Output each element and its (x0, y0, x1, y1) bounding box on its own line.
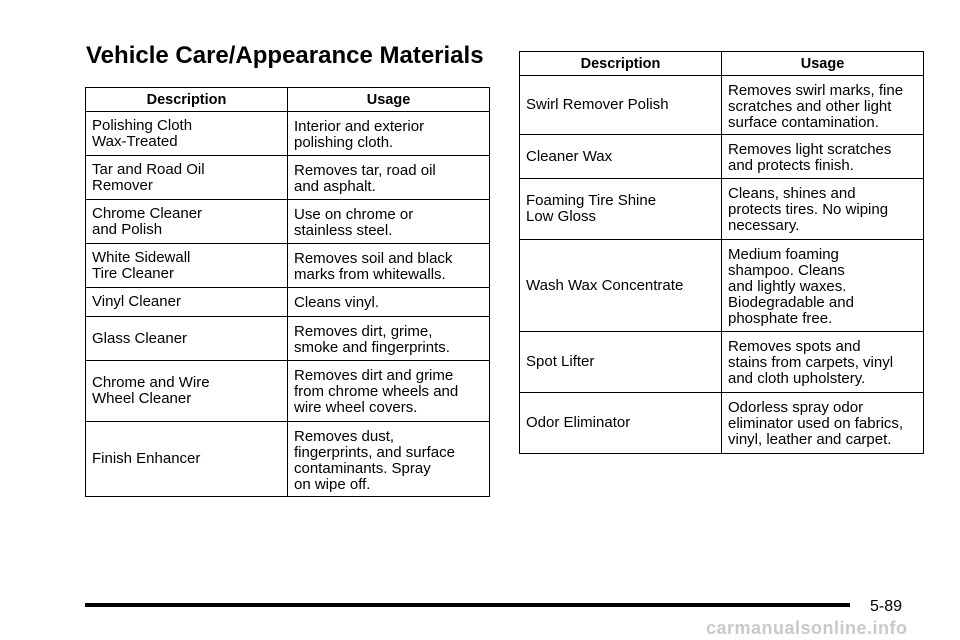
description-text: Polishing Cloth Wax-Treated (92, 116, 193, 150)
description-text: Spot Lifter (526, 353, 595, 370)
description-cell (520, 179, 722, 240)
usage-cell (722, 240, 924, 332)
usage-text: Medium foaming shampoo. Cleans and lightly waxes. Biodegradable and phosphate free. (728, 246, 854, 327)
table-row (520, 393, 924, 454)
table-header-row (520, 52, 924, 76)
usage-text: Removes spots and stains from carpets, vinyl and cloth upholstery. (728, 338, 894, 387)
usage-cell (722, 332, 924, 393)
description-cell (520, 240, 722, 332)
description-text: Wash Wax Concentrate (526, 276, 684, 294)
usage-text: Removes soil and black marks from whitewalls. (294, 250, 453, 283)
usage-cell (288, 200, 490, 244)
description-cell (86, 288, 288, 317)
page-title: Vehicle Care/Appearance Materials (86, 42, 484, 69)
description-cell (86, 361, 288, 422)
column-header-usage: Usage (722, 52, 924, 76)
table-row (86, 422, 490, 497)
description-text: Foaming Tire Shine Low Gloss (526, 192, 657, 225)
usage-text: Removes dirt, grime, smoke and fingerprints. (294, 323, 450, 356)
table-row (86, 317, 490, 361)
description-cell (86, 112, 288, 156)
usage-cell (288, 361, 490, 422)
table-row (86, 112, 490, 156)
table-row (86, 200, 490, 244)
usage-text: Interior and exterior polishing cloth. (294, 118, 425, 151)
usage-cell (288, 317, 490, 361)
table-row (520, 240, 924, 332)
description-text: Finish Enhancer (92, 450, 201, 467)
usage-cell (288, 422, 490, 497)
table-row (86, 288, 490, 317)
description-cell (86, 156, 288, 200)
description-cell (86, 422, 288, 497)
description-text: Swirl Remover Polish (526, 96, 669, 113)
description-text: White Sidewall Tire Cleaner (92, 248, 191, 282)
usage-cell (288, 244, 490, 288)
usage-text: Cleans, shines and protects tires. No wiping necessary. (728, 185, 889, 234)
column-header-usage: Usage (288, 88, 490, 112)
usage-text: Removes dust, fingerprints, and surface contaminants. Spray on wipe off. (294, 428, 455, 493)
usage-text: Cleans vinyl. (294, 294, 380, 311)
table-row (520, 76, 924, 135)
footer-divider (85, 603, 850, 607)
table-row (86, 361, 490, 422)
column-header-description: Description (86, 88, 288, 112)
usage-cell (722, 135, 924, 179)
table-row (520, 135, 924, 179)
description-text: Vinyl Cleaner (92, 293, 181, 310)
table-row (520, 179, 924, 240)
description-text: Tar and Road Oil Remover (92, 160, 205, 194)
description-cell (86, 317, 288, 361)
usage-cell (722, 76, 924, 135)
description-text: Odor Eliminator (526, 414, 631, 431)
description-text: Cleaner Wax (526, 147, 613, 165)
usage-cell (722, 393, 924, 454)
table-header-row (86, 88, 490, 112)
usage-text: Odorless spray odor eliminator used on fabrics, vinyl, leather and carpet. (728, 399, 904, 448)
description-cell (520, 332, 722, 393)
table-row (86, 244, 490, 288)
table-row (86, 156, 490, 200)
description-text: Chrome Cleaner and Polish (92, 204, 203, 238)
usage-cell (288, 288, 490, 317)
usage-cell (288, 112, 490, 156)
description-cell (86, 244, 288, 288)
care-materials-table-left (85, 87, 490, 497)
watermark-text: carmanualsonline.info (706, 618, 908, 638)
description-cell (86, 200, 288, 244)
description-text: Chrome and Wire Wheel Cleaner (92, 374, 210, 407)
usage-text: Use on chrome or stainless steel. (294, 206, 414, 239)
description-cell (520, 76, 722, 135)
usage-text: Removes tar, road oil and asphalt. (294, 162, 436, 195)
column-header-description: Description (520, 52, 722, 76)
usage-text: Removes swirl marks, fine scratches and other light surface contamination. (728, 82, 904, 131)
usage-cell (722, 179, 924, 240)
table-row (520, 332, 924, 393)
usage-cell (288, 156, 490, 200)
description-text: Glass Cleaner (92, 329, 188, 347)
description-cell (520, 393, 722, 454)
usage-text: Removes light scratches and protects finish. (728, 141, 892, 174)
page-number: 5-89 (870, 598, 903, 615)
care-materials-table-right (519, 51, 924, 454)
usage-text: Removes dirt and grime from chrome wheels and wire wheel covers. (294, 367, 459, 416)
description-cell (520, 135, 722, 179)
